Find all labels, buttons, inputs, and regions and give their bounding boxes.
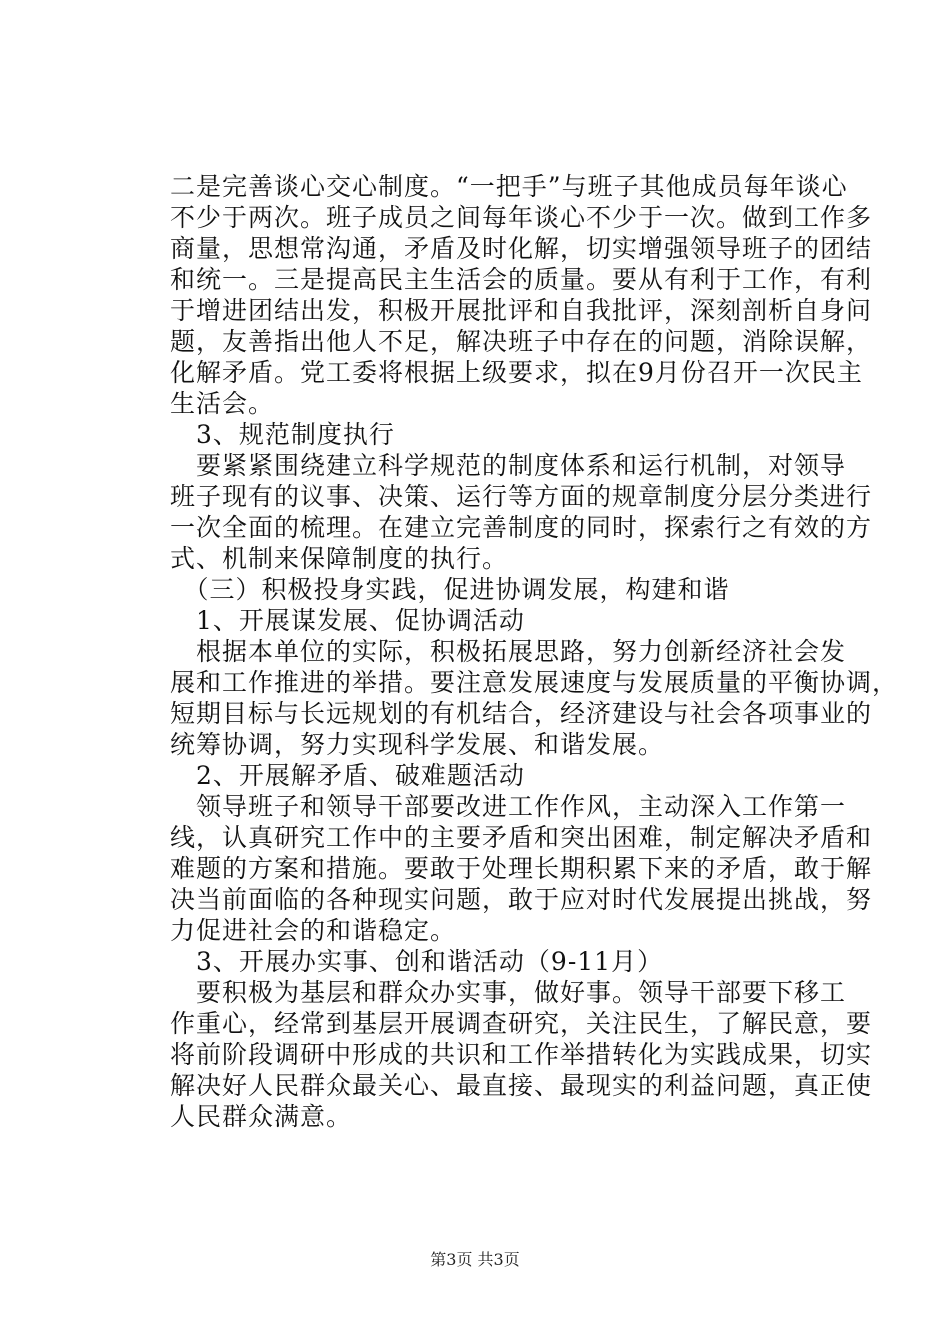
text-line: 商量，思想常沟通，矛盾及时化解，切实增强领导班子的团结 bbox=[170, 234, 873, 263]
text-line: 解决好人民群众最关心、最直接、最现实的利益问题，真正使 bbox=[170, 1071, 873, 1100]
text-line: 展和工作推进的举措。要注意发展速度与发展质量的平衡协调， bbox=[170, 668, 899, 697]
text-line: 生活会。 bbox=[170, 389, 275, 418]
text-line: 领导班子和领导干部要改进工作作风，主动深入工作第一 bbox=[170, 792, 847, 821]
text-line: 决当前面临的各种现实问题，敢于应对时代发展提出挑战，努 bbox=[170, 885, 873, 914]
text-line: 化解矛盾。党工委将根据上级要求，拟在9月份召开一次民主 bbox=[170, 358, 863, 387]
text-line: 将前阶段调研中形成的共识和工作举措转化为实践成果，切实 bbox=[170, 1040, 873, 1069]
text-line: 人民群众满意。 bbox=[170, 1102, 353, 1131]
text-line: 力促进社会的和谐稳定。 bbox=[170, 916, 457, 945]
text-line: 和统一。三是提高民主生活会的质量。要从有利于工作，有利 bbox=[170, 265, 873, 294]
section-heading: 1、开展谋发展、促协调活动 bbox=[170, 606, 525, 635]
text-line: 于增进团结出发，积极开展批评和自我批评，深刻剖析自身问 bbox=[170, 296, 873, 325]
text-line: 要积极为基层和群众办实事，做好事。领导干部要下移工 bbox=[170, 978, 847, 1007]
section-heading: 3、规范制度执行 bbox=[170, 420, 395, 449]
text-line: 题，友善指出他人不足，解决班子中存在的问题，消除误解， bbox=[170, 327, 873, 356]
section-heading: 3、开展办实事、创和谐活动（9-11月） bbox=[170, 947, 664, 976]
page-footer bbox=[0, 1247, 950, 1270]
section-heading: （三）积极投身实践，促进协调发展，构建和谐 bbox=[170, 575, 730, 604]
text-line: 统筹协调，努力实现科学发展、和谐发展。 bbox=[170, 730, 665, 759]
text-line: 作重心，经常到基层开展调查研究，关注民生，了解民意，要 bbox=[170, 1009, 873, 1038]
document-body bbox=[170, 171, 899, 1132]
text-line: 短期目标与长远规划的有机结合，经济建设与社会各项事业的 bbox=[170, 699, 873, 728]
text-line: 要紧紧围绕建立科学规范的制度体系和运行机制，对领导 bbox=[170, 451, 847, 480]
page-number-label: 第3页 共3页 bbox=[430, 1250, 520, 1269]
text-line: 班子现有的议事、决策、运行等方面的规章制度分层分类进行 bbox=[170, 482, 873, 511]
text-line: 二是完善谈心交心制度。“一把手”与班子其他成员每年谈心 bbox=[170, 172, 848, 201]
text-line: 难题的方案和措施。要敢于处理长期积累下来的矛盾，敢于解 bbox=[170, 854, 873, 883]
text-line: 一次全面的梳理。在建立完善制度的同时，探索行之有效的方 bbox=[170, 513, 873, 542]
text-line: 不少于两次。班子成员之间每年谈心不少于一次。做到工作多 bbox=[170, 203, 873, 232]
section-heading: 2、开展解矛盾、破难题活动 bbox=[170, 761, 525, 790]
text-line: 线，认真研究工作中的主要矛盾和突出困难，制定解决矛盾和 bbox=[170, 823, 873, 852]
text-line: 根据本单位的实际，积极拓展思路，努力创新经济社会发 bbox=[170, 637, 847, 666]
text-line: 式、机制来保障制度的执行。 bbox=[170, 544, 509, 573]
